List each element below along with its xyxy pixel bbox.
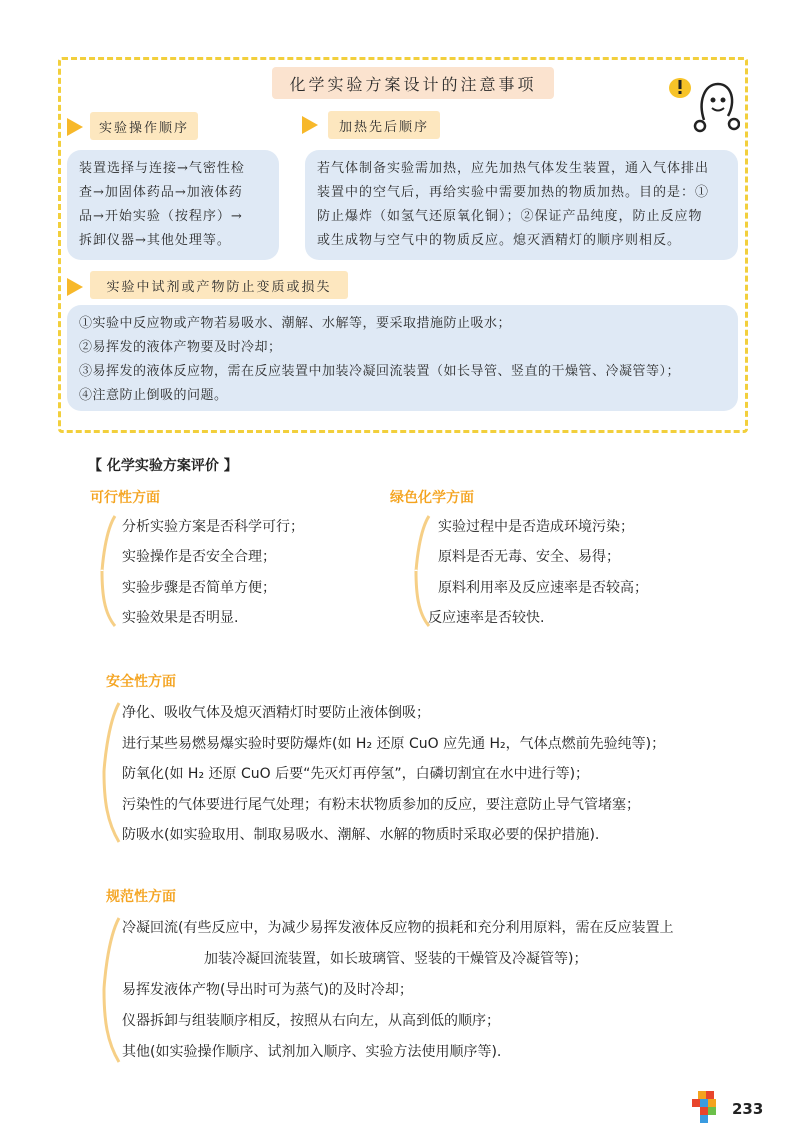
- list-item: 反应速率是否较快.: [428, 610, 545, 626]
- tag-heating-order: 加热先后顺序: [328, 111, 440, 139]
- list-item: 防吸水(如实验取用、制取易吸水、潮解、水解的物质时采取必要的保护措施).: [122, 827, 600, 843]
- category-green-chemistry: 绿色化学方面: [390, 490, 474, 506]
- list-item: 分析实验方案是否科学可行；: [122, 519, 304, 535]
- tag-operation-order: 实验操作顺序: [90, 112, 198, 140]
- box-line: 装置选择与连接→气密性检: [79, 161, 245, 176]
- box-line: ②易挥发的液体产物要及时冷却；: [79, 340, 282, 355]
- cartoon-face-icon: [660, 72, 740, 134]
- list-item: 实验过程中是否造成环境污染；: [438, 519, 634, 535]
- operation-order-box: [67, 150, 279, 260]
- tag-reagent-protection: 实验中试剂或产物防止变质或损失: [90, 271, 348, 299]
- box-line: 防止爆炸（如氢气还原氧化铜）；②保证产品纯度，防止反应物: [317, 209, 703, 224]
- box-line: 查→加固体药品→加液体药: [79, 185, 243, 200]
- box-line: ③易挥发的液体反应物，需在反应装置中加装冷凝回流装置（如长导管、竖直的干燥管、冷凝管等）；: [79, 364, 681, 379]
- triangle-marker-icon: [67, 278, 83, 296]
- list-item: 防氧化(如 H₂ 还原 CuO 后要“先灭灯再停氢”，白磷切割宜在水中进行等)；: [122, 766, 590, 782]
- list-item: 污染性的气体要进行尾气处理；有粉末状物质参加的反应，要注意防止导气管堵塞；: [122, 797, 640, 813]
- brace-icon: [100, 700, 122, 845]
- triangle-marker-icon: [302, 116, 318, 134]
- box-line: 若气体制备实验需加热，应先加热气体发生装置，通入气体排出: [317, 161, 710, 176]
- list-item: 实验效果是否明显.: [122, 610, 239, 626]
- box-line: 品→开始实验（按程序）→: [79, 209, 243, 224]
- category-safety: 安全性方面: [106, 674, 176, 690]
- list-item: 其他(如实验操作顺序、试剂加入顺序、实验方法使用顺序等).: [122, 1044, 502, 1060]
- list-item: 原料是否无毒、安全、易得；: [438, 549, 620, 565]
- brace-icon: [98, 513, 118, 629]
- list-item: 实验操作是否安全合理；: [122, 549, 276, 565]
- category-standard: 规范性方面: [106, 889, 176, 905]
- list-item: 加装冷凝回流装置，如长玻璃管、竖装的干燥管及冷凝管等)；: [204, 951, 588, 967]
- list-item: 仪器拆卸与组装顺序相反，按照从右向左，从高到低的顺序；: [122, 1013, 500, 1029]
- reagent-protection-box: [67, 305, 738, 411]
- page-number: 233: [732, 1100, 764, 1118]
- list-item: 原料利用率及反应速率是否较高；: [438, 580, 648, 596]
- list-item: 净化、吸收气体及熄灭酒精灯时要防止液体倒吸；: [122, 705, 430, 721]
- category-feasibility: 可行性方面: [90, 490, 160, 506]
- page-title: 化学实验方案设计的注意事项: [272, 67, 554, 99]
- brace-icon: [100, 915, 122, 1065]
- box-line: ①实验中反应物或产物若易吸水、潮解、水解等，要采取措施防止吸水；: [79, 316, 512, 331]
- heating-order-box: [305, 150, 738, 260]
- list-item: 冷凝回流(有些反应中，为减少易挥发液体反应物的损耗和充分利用原料，需在反应装置上: [122, 920, 674, 936]
- publisher-logo-icon: [690, 1089, 720, 1129]
- list-item: 实验步骤是否简单方便；: [122, 580, 276, 596]
- box-line: 拆卸仪器→其他处理等。: [79, 233, 231, 248]
- list-item: 进行某些易燃易爆实验时要防爆炸(如 H₂ 还原 CuO 应先通 H₂，气体点燃前先验纯等)；: [122, 736, 666, 752]
- triangle-marker-icon: [67, 118, 83, 136]
- box-line: 装置中的空气后，再给实验中需要加热的物质加热。目的是：①: [317, 185, 710, 200]
- box-line: ④注意防止倒吸的问题。: [79, 388, 228, 403]
- box-line: 或生成物与空气中的物质反应。熄灭酒精灯的顺序则相反。: [317, 233, 682, 248]
- list-item: 易挥发液体产物(导出时可为蒸气)的及时冷却；: [122, 982, 413, 998]
- section-heading: 【 化学实验方案评价 】: [88, 458, 238, 474]
